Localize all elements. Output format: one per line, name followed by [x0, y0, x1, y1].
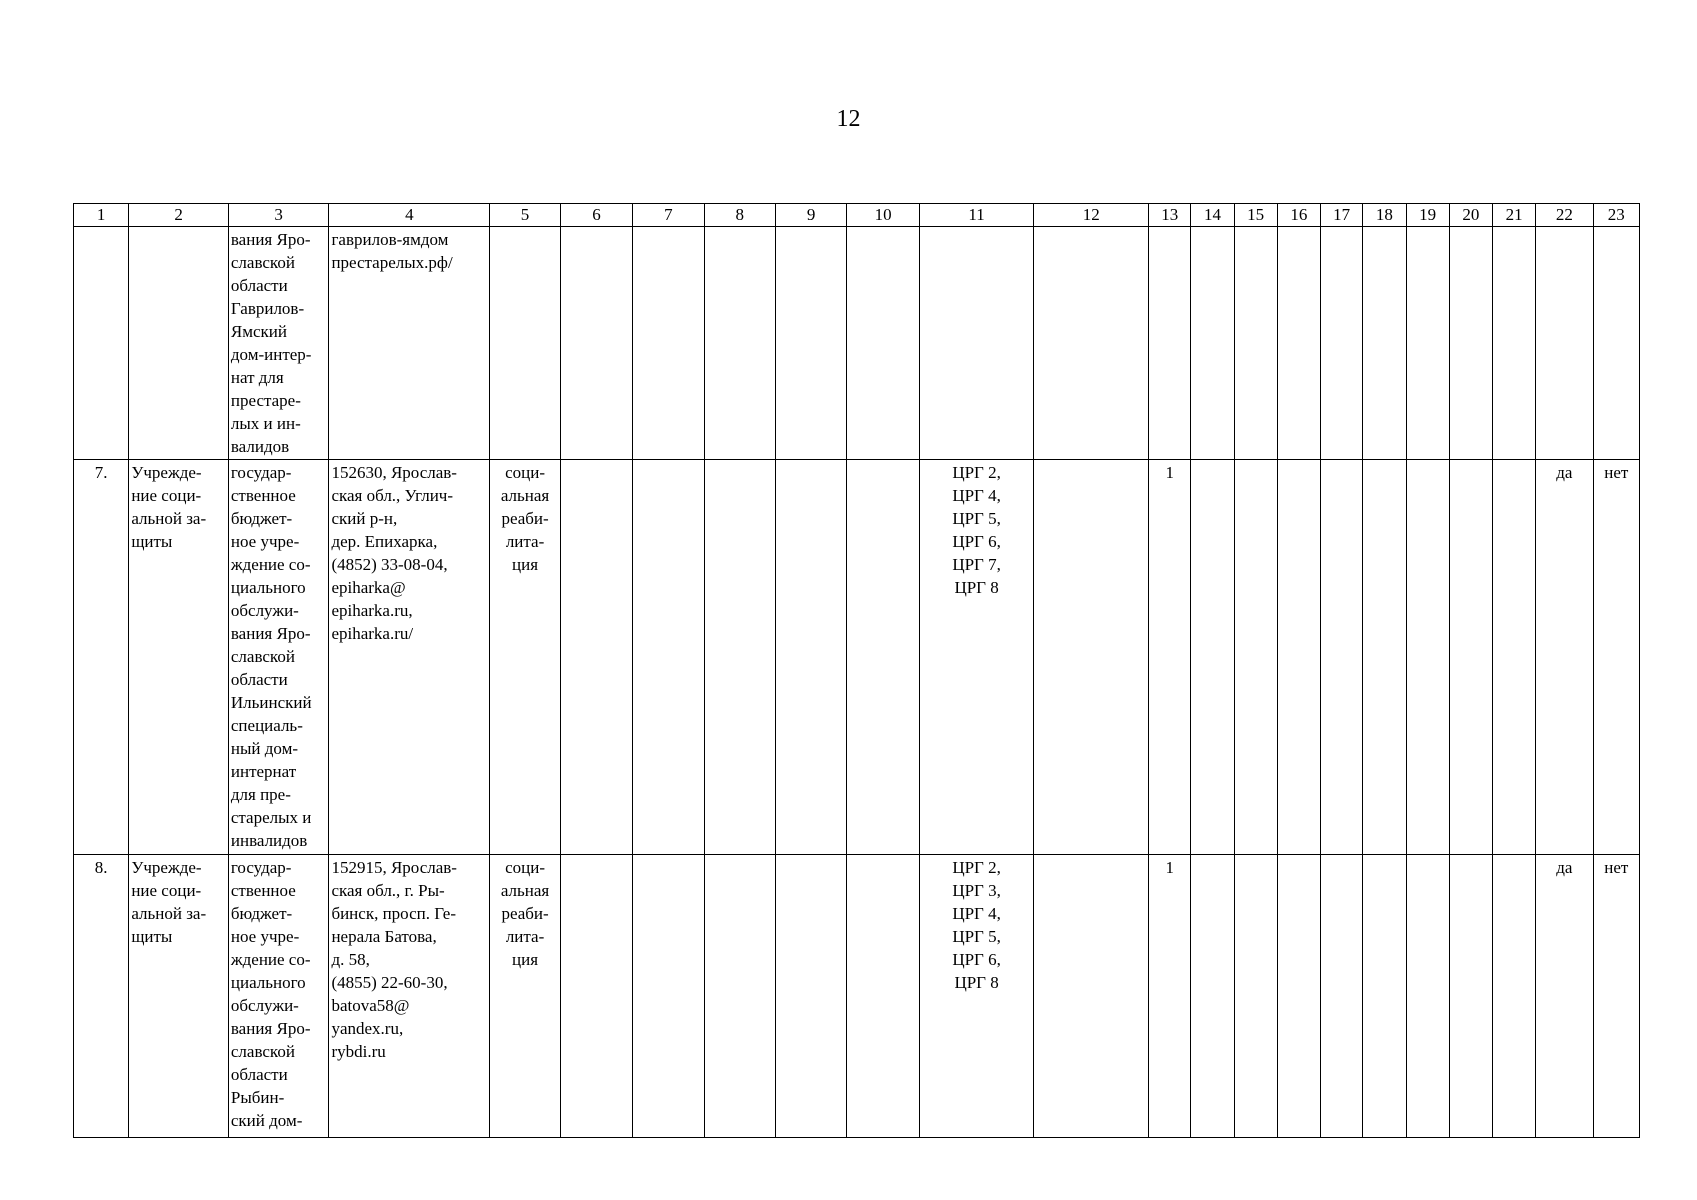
cell-line: вания Яро- — [230, 230, 311, 249]
institution-type-cell — [129, 855, 229, 1138]
empty-cell — [704, 227, 775, 460]
empty-cell — [1034, 855, 1149, 1138]
cell-line: бюджет- — [230, 904, 293, 923]
cell-line: государ- — [230, 858, 292, 877]
empty-cell — [1191, 855, 1234, 1138]
cell-line: альная — [500, 881, 550, 900]
cell-line: ЦРГ 5, — [952, 509, 1001, 528]
column-number: 21 — [1492, 204, 1535, 227]
institution-name-cell — [228, 227, 329, 460]
cell-line: альной за- — [131, 904, 207, 923]
cell-line: ская обл., Углич- — [331, 486, 454, 505]
cell-line: batova58@ — [331, 996, 410, 1015]
cell-line: ский дом- — [230, 1111, 303, 1130]
empty-cell — [704, 460, 775, 855]
column-number: 7 — [633, 204, 704, 227]
empty-cell — [1277, 460, 1320, 855]
service-type-cell — [490, 460, 560, 855]
column-number: 13 — [1149, 204, 1191, 227]
column-13-cell: 1 — [1149, 460, 1191, 855]
empty-cell — [633, 227, 704, 460]
cell-line: области — [230, 1065, 288, 1084]
empty-cell — [1321, 855, 1363, 1138]
cell-line: ЦРГ 2, — [952, 858, 1001, 877]
cell-line: Гаврилов- — [230, 299, 305, 318]
column-number: 17 — [1321, 204, 1363, 227]
cell-line: Учрежде- — [131, 858, 202, 877]
cell-line: (4852) 33-08-04, — [331, 555, 448, 574]
column-number: 1 — [74, 204, 129, 227]
cell-line: (4855) 22-60-30, — [331, 973, 448, 992]
cell-line: ный дом- — [230, 739, 298, 758]
institution-type-cell — [129, 460, 229, 855]
cell-line: ЦРГ 7, — [952, 555, 1001, 574]
cell-line: вания Яро- — [230, 624, 311, 643]
empty-cell — [1034, 227, 1149, 460]
empty-cell — [1277, 227, 1320, 460]
cell-line: ЦРГ 6, — [952, 950, 1001, 969]
cell-line: Учрежде- — [131, 463, 202, 482]
cell-line: ственное — [230, 486, 296, 505]
empty-cell — [560, 460, 632, 855]
cell-line: ЦРГ 6, — [952, 532, 1001, 551]
empty-cell — [1363, 855, 1406, 1138]
cell-line: ЦРГ 4, — [952, 486, 1001, 505]
page-number: 12 — [836, 106, 861, 132]
empty-cell — [775, 227, 846, 460]
cell-line: Рыбин- — [230, 1088, 285, 1107]
cell-line: ное учре- — [230, 927, 300, 946]
cell-line: ное учре- — [230, 532, 300, 551]
cell-line: ция — [512, 555, 539, 574]
cell-line: ЦРГ 4, — [952, 904, 1001, 923]
cell-line: обслужи- — [230, 601, 299, 620]
empty-cell — [1234, 227, 1277, 460]
empty-cell — [1449, 227, 1492, 460]
row-number-cell — [74, 227, 129, 460]
empty-cell — [1492, 460, 1535, 855]
cell-line: epiharka.ru, — [331, 601, 413, 620]
cell-line: epiharka.ru/ — [331, 624, 414, 643]
cell-line: лита- — [505, 532, 545, 551]
cell-line: славской — [230, 253, 295, 272]
cell-line: валидов — [230, 437, 290, 456]
institution-name-cell — [228, 855, 329, 1138]
empty-cell — [847, 855, 919, 1138]
cell-line: славской — [230, 647, 295, 666]
empty-cell — [1277, 855, 1320, 1138]
service-type-cell — [490, 855, 560, 1138]
cell-line: нерала Батова, — [331, 927, 437, 946]
cell-line: ЦРГ 5, — [952, 927, 1001, 946]
cell-line: ние соци- — [131, 486, 202, 505]
column-number-header-row — [74, 204, 1640, 227]
column-number: 9 — [775, 204, 846, 227]
column-23-cell: нет — [1593, 460, 1639, 855]
address-contacts-cell — [329, 855, 490, 1138]
empty-cell — [1191, 460, 1234, 855]
cell-line: престаре- — [230, 391, 301, 410]
cell-line: 152915, Ярослав- — [331, 858, 457, 877]
cell-line: гаврилов-ямдом — [331, 230, 449, 249]
column-23-cell: нет — [1593, 855, 1639, 1138]
address-contacts-cell — [329, 227, 490, 460]
empty-cell — [1449, 855, 1492, 1138]
cell-line: интернат — [230, 762, 297, 781]
empty-cell — [1406, 227, 1449, 460]
column-number: 6 — [560, 204, 632, 227]
target-groups-cell — [919, 460, 1034, 855]
service-type-cell — [490, 227, 560, 460]
empty-cell — [775, 460, 846, 855]
column-13-cell: 1 — [1149, 855, 1191, 1138]
cell-line: rybdi.ru — [331, 1042, 386, 1061]
column-22-cell: да — [1536, 855, 1593, 1138]
column-number: 3 — [228, 204, 329, 227]
column-number: 20 — [1449, 204, 1492, 227]
cell-line: области — [230, 276, 288, 295]
cell-line: нат для — [230, 368, 284, 387]
column-number: 22 — [1536, 204, 1593, 227]
cell-line: инвалидов — [230, 831, 308, 850]
empty-cell — [560, 855, 632, 1138]
empty-cell — [1034, 460, 1149, 855]
empty-cell — [1363, 227, 1406, 460]
target-groups-cell — [919, 227, 1034, 460]
cell-line: бюджет- — [230, 509, 293, 528]
column-number: 4 — [329, 204, 490, 227]
column-23-cell — [1593, 227, 1639, 460]
cell-line: ждение со- — [230, 950, 311, 969]
column-number: 5 — [490, 204, 560, 227]
column-number: 23 — [1593, 204, 1639, 227]
empty-cell — [704, 855, 775, 1138]
empty-cell — [1449, 460, 1492, 855]
cell-line: ЦРГ 8 — [954, 973, 999, 992]
cell-line: соци- — [505, 858, 545, 877]
empty-cell — [775, 855, 846, 1138]
cell-line: престарелых.рф/ — [331, 253, 453, 272]
row-number-cell: 7. — [74, 460, 129, 855]
column-number: 19 — [1406, 204, 1449, 227]
table-row — [74, 855, 1640, 1138]
cell-line: щиты — [131, 927, 173, 946]
cell-line: дом-интер- — [230, 345, 312, 364]
column-number: 14 — [1191, 204, 1234, 227]
cell-line: лых и ин- — [230, 414, 301, 433]
cell-line: реаби- — [501, 509, 549, 528]
cell-line: Ямский — [230, 322, 287, 341]
column-number: 8 — [704, 204, 775, 227]
cell-line: дер. Епихарка, — [331, 532, 438, 551]
cell-line: циального — [230, 973, 306, 992]
cell-line: epiharka@ — [331, 578, 406, 597]
empty-cell — [1363, 460, 1406, 855]
cell-line: щиты — [131, 532, 173, 551]
empty-cell — [1492, 855, 1535, 1138]
institution-name-cell — [228, 460, 329, 855]
column-number: 2 — [129, 204, 229, 227]
cell-line: области — [230, 670, 288, 689]
empty-cell — [847, 227, 919, 460]
table-row — [74, 460, 1640, 855]
address-contacts-cell — [329, 460, 490, 855]
cell-line: ние соци- — [131, 881, 202, 900]
column-number: 11 — [919, 204, 1034, 227]
cell-line: обслужи- — [230, 996, 299, 1015]
column-number: 15 — [1234, 204, 1277, 227]
cell-line: альной за- — [131, 509, 207, 528]
cell-line: ждение со- — [230, 555, 311, 574]
cell-line: соци- — [505, 463, 545, 482]
cell-line: альная — [500, 486, 550, 505]
cell-line: специаль- — [230, 716, 303, 735]
cell-line: Ильинский — [230, 693, 312, 712]
cell-line: ская обл., г. Ры- — [331, 881, 445, 900]
registry-table — [73, 203, 1640, 1138]
column-22-cell — [1536, 227, 1593, 460]
column-number: 18 — [1363, 204, 1406, 227]
institution-type-cell — [129, 227, 229, 460]
empty-cell — [560, 227, 632, 460]
empty-cell — [1406, 855, 1449, 1138]
cell-line: ЦРГ 3, — [952, 881, 1001, 900]
cell-line: для пре- — [230, 785, 291, 804]
cell-line: государ- — [230, 463, 292, 482]
cell-line: ский р-н, — [331, 509, 398, 528]
cell-line: лита- — [505, 927, 545, 946]
empty-cell — [1191, 227, 1234, 460]
empty-cell — [1234, 855, 1277, 1138]
cell-line: yandex.ru, — [331, 1019, 404, 1038]
cell-line: д. 58, — [331, 950, 370, 969]
empty-cell — [1234, 460, 1277, 855]
cell-line: реаби- — [501, 904, 549, 923]
empty-cell — [1321, 460, 1363, 855]
empty-cell — [633, 460, 704, 855]
cell-line: старелых и — [230, 808, 312, 827]
target-groups-cell — [919, 855, 1034, 1138]
column-22-cell: да — [1536, 460, 1593, 855]
empty-cell — [1492, 227, 1535, 460]
empty-cell — [1321, 227, 1363, 460]
cell-line: ственное — [230, 881, 296, 900]
cell-line: вания Яро- — [230, 1019, 311, 1038]
row-number-cell: 8. — [74, 855, 129, 1138]
cell-line: ция — [512, 950, 539, 969]
column-number: 16 — [1277, 204, 1320, 227]
empty-cell — [633, 855, 704, 1138]
cell-line: 152630, Ярослав- — [331, 463, 457, 482]
empty-cell — [847, 460, 919, 855]
table-row — [74, 227, 1640, 460]
column-number: 10 — [847, 204, 919, 227]
cell-line: ЦРГ 8 — [954, 578, 999, 597]
column-number: 12 — [1034, 204, 1149, 227]
column-13-cell — [1149, 227, 1191, 460]
cell-line: циального — [230, 578, 306, 597]
cell-line: ЦРГ 2, — [952, 463, 1001, 482]
cell-line: славской — [230, 1042, 295, 1061]
empty-cell — [1406, 460, 1449, 855]
cell-line: бинск, просп. Ге- — [331, 904, 456, 923]
